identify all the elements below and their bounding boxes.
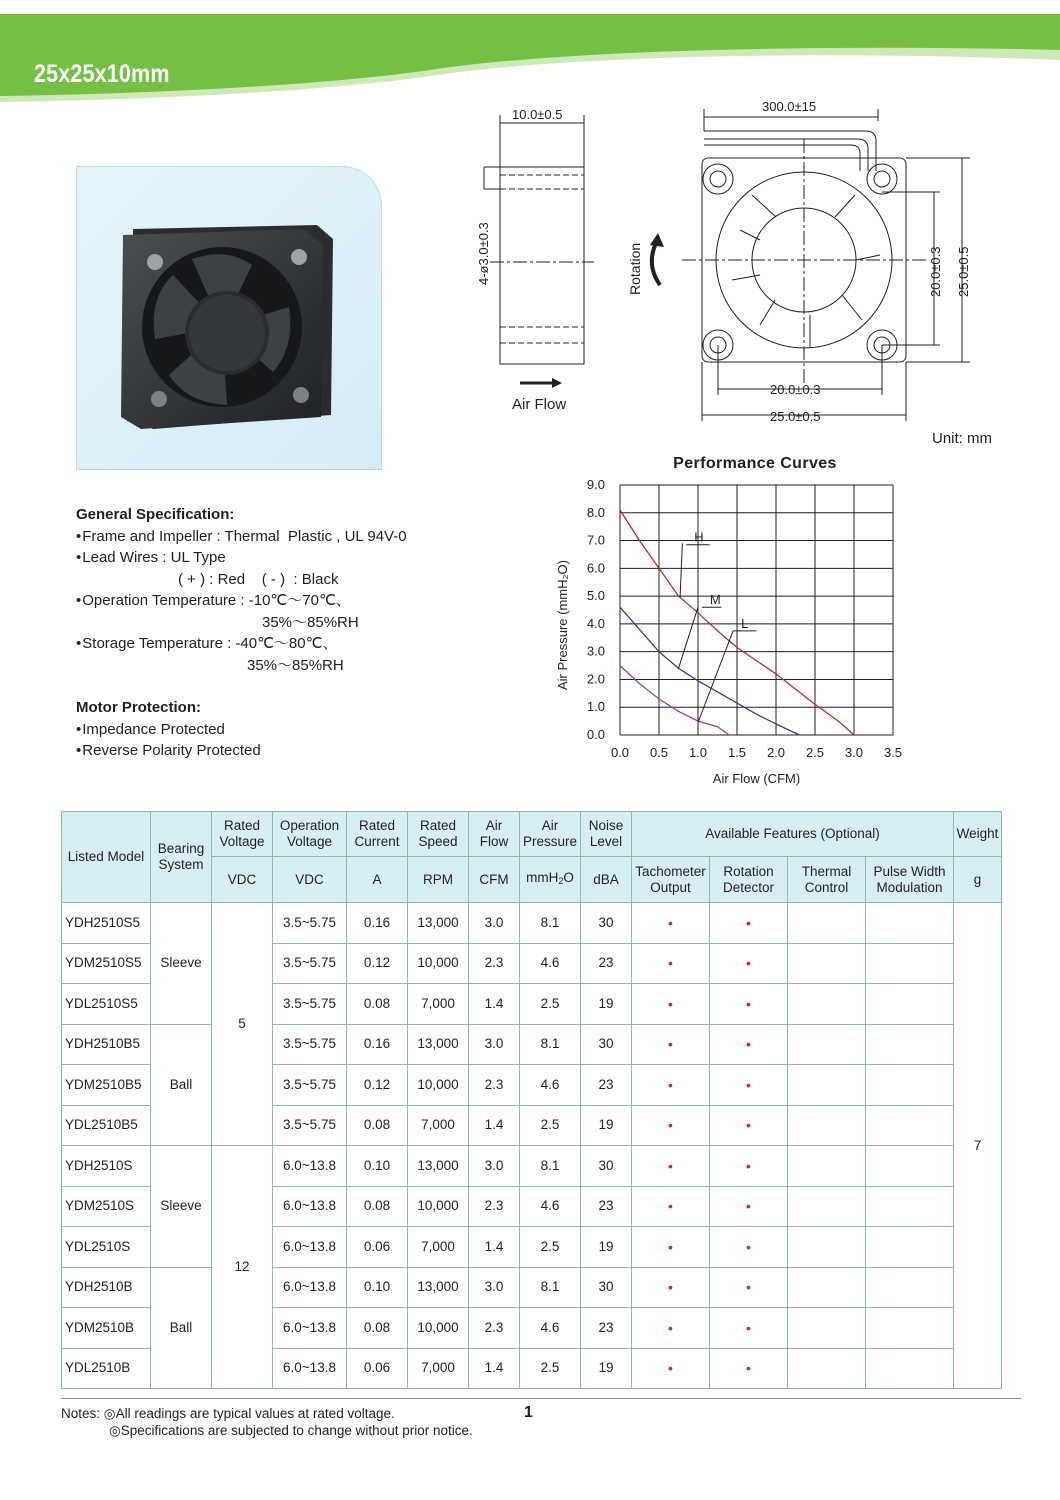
airflow-cell: 3.0 bbox=[469, 1146, 520, 1187]
hole-spacing-vertical: 20.0±0.3 bbox=[928, 246, 943, 297]
operation-voltage-cell: 3.5~5.75 bbox=[273, 1065, 347, 1106]
current-cell: 0.10 bbox=[347, 1146, 408, 1187]
operation-voltage-cell: 3.5~5.75 bbox=[273, 1024, 347, 1065]
motor-heading: Motor Protection: bbox=[76, 699, 201, 716]
bearing-cell: Sleeve bbox=[151, 903, 212, 1025]
thermal-control-cell bbox=[788, 1105, 866, 1146]
thermal-control-cell bbox=[788, 984, 866, 1025]
pwm-cell bbox=[866, 984, 954, 1025]
x-axis-label: Air Flow (CFM) bbox=[712, 771, 801, 786]
thermal-control-cell bbox=[788, 1065, 866, 1106]
pwm-cell bbox=[866, 1024, 954, 1065]
table-row bbox=[62, 1024, 1002, 1065]
x-tick-label: 0.0 bbox=[610, 745, 630, 760]
tachometer-dot: • bbox=[632, 1186, 710, 1227]
speed-cell: 10,000 bbox=[408, 943, 469, 984]
operation-voltage-cell: 6.0~13.8 bbox=[273, 1267, 347, 1308]
speed-cell: 10,000 bbox=[408, 1308, 469, 1349]
rotation-detector-dot: • bbox=[710, 1105, 788, 1146]
motor-protection bbox=[76, 697, 261, 762]
rotation-detector-dot: • bbox=[710, 1065, 788, 1106]
model-cell: YDL2510S5 bbox=[62, 984, 151, 1025]
page-title: 25x25x10mm bbox=[34, 60, 170, 88]
annotation-label: M bbox=[709, 592, 721, 608]
airflow-cell: 3.0 bbox=[469, 1024, 520, 1065]
speed-cell: 7,000 bbox=[408, 1348, 469, 1389]
thermal-control-cell bbox=[788, 1267, 866, 1308]
unit-pressure bbox=[520, 857, 581, 903]
thermal-control-cell bbox=[788, 1024, 866, 1065]
x-tick-label: 3.5 bbox=[883, 745, 903, 760]
rotation-detector-dot: • bbox=[710, 1267, 788, 1308]
notes-label: Notes: bbox=[61, 1406, 101, 1421]
operation-voltage-cell: 6.0~13.8 bbox=[273, 1308, 347, 1349]
pwm-cell bbox=[866, 1308, 954, 1349]
noise-cell: 19 bbox=[581, 1227, 632, 1268]
spec-storage-temperature: • Storage Temperature : -40℃～80℃、 bbox=[76, 633, 407, 655]
x-tick-label: 1.5 bbox=[727, 745, 747, 760]
unit-pressure-sub: 2 bbox=[558, 876, 564, 886]
rotation-label: Rotation bbox=[627, 242, 643, 295]
model-cell: YDM2510S5 bbox=[62, 943, 151, 984]
speed-cell: 10,000 bbox=[408, 1065, 469, 1106]
thermal-control-cell bbox=[788, 1348, 866, 1389]
chart-title: Performance Curves bbox=[673, 455, 837, 472]
header-features: Available Features (Optional) bbox=[632, 812, 954, 857]
unit-weight: g bbox=[954, 857, 1002, 903]
pressure-cell: 4.6 bbox=[520, 943, 581, 984]
pwm-cell bbox=[866, 1348, 954, 1389]
annotation-label: L bbox=[741, 615, 749, 631]
annotation-label: H bbox=[694, 529, 704, 545]
rotation-detector-dot: • bbox=[710, 943, 788, 984]
rated-voltage-cell: 12 bbox=[212, 1146, 273, 1389]
pwm-cell bbox=[866, 943, 954, 984]
pwm-cell bbox=[866, 1065, 954, 1106]
model-cell: YDM2510B bbox=[62, 1308, 151, 1349]
airflow-cell: 3.0 bbox=[469, 1267, 520, 1308]
notes bbox=[61, 1406, 473, 1439]
rotation-detector-dot: • bbox=[710, 1186, 788, 1227]
model-cell: YDM2510S bbox=[62, 1186, 151, 1227]
rotation-detector-dot: • bbox=[710, 1308, 788, 1349]
current-cell: 0.10 bbox=[347, 1267, 408, 1308]
pressure-cell: 8.1 bbox=[520, 1146, 581, 1187]
airflow-cell: 1.4 bbox=[469, 1105, 520, 1146]
footer-divider bbox=[61, 1398, 1021, 1399]
size-horizontal: 25.0±0.5 bbox=[770, 409, 821, 424]
operation-voltage-cell: 3.5~5.75 bbox=[273, 984, 347, 1025]
header-thermal-control: Thermal Control bbox=[788, 857, 866, 903]
header-model: Listed Model bbox=[62, 812, 151, 903]
noise-cell: 19 bbox=[581, 1348, 632, 1389]
airflow-cell: 2.3 bbox=[469, 1065, 520, 1106]
rotation-detector-dot: • bbox=[710, 1146, 788, 1187]
airflow-cell: 2.3 bbox=[469, 1308, 520, 1349]
model-cell: YDH2510S bbox=[62, 1146, 151, 1187]
pressure-cell: 8.1 bbox=[520, 903, 581, 944]
current-cell: 0.08 bbox=[347, 1105, 408, 1146]
operation-voltage-cell: 3.5~5.75 bbox=[273, 1105, 347, 1146]
model-cell: YDH2510B5 bbox=[62, 1024, 151, 1065]
table-row bbox=[62, 1146, 1002, 1187]
spec-storage-humidity: 35%～85%RH bbox=[247, 656, 344, 674]
header-rotation-detector: Rotation Detector bbox=[710, 857, 788, 903]
airflow-label: Air Flow bbox=[512, 396, 567, 413]
airflow-cell: 1.4 bbox=[469, 1348, 520, 1389]
motor-reverse-polarity: • Reverse Polarity Protected bbox=[76, 740, 261, 762]
spec-operation-temperature: • Operation Temperature : -10℃～70℃、 bbox=[76, 590, 407, 612]
spec-heading: General Specification: bbox=[76, 506, 235, 523]
operation-voltage-cell: 3.5~5.75 bbox=[273, 943, 347, 984]
header-noise: Noise Level bbox=[581, 812, 632, 857]
header-tachometer: Tachometer Output bbox=[632, 857, 710, 903]
product-photo bbox=[76, 166, 382, 470]
pressure-cell: 4.6 bbox=[520, 1308, 581, 1349]
y-tick-label: 4.0 bbox=[586, 615, 605, 631]
spec-frame: • Frame and Impeller : Thermal Plastic , UL 94V-0 bbox=[76, 526, 407, 548]
unit-current: A bbox=[347, 857, 408, 903]
weight-cell: 7 bbox=[954, 903, 1002, 1389]
speed-cell: 13,000 bbox=[408, 1146, 469, 1187]
unit-speed: RPM bbox=[408, 857, 469, 903]
unit-pressure-tail: O bbox=[563, 870, 574, 885]
operation-voltage-cell: 6.0~13.8 bbox=[273, 1227, 347, 1268]
pwm-cell bbox=[866, 1186, 954, 1227]
pressure-cell: 2.5 bbox=[520, 1227, 581, 1268]
tachometer-dot: • bbox=[632, 1105, 710, 1146]
noise-cell: 30 bbox=[581, 903, 632, 944]
current-cell: 0.12 bbox=[347, 1065, 408, 1106]
model-cell: YDH2510B bbox=[62, 1267, 151, 1308]
tachometer-dot: • bbox=[632, 1348, 710, 1389]
noise-cell: 19 bbox=[581, 984, 632, 1025]
fan-photo-icon bbox=[77, 167, 382, 470]
speed-cell: 7,000 bbox=[408, 984, 469, 1025]
y-tick-label: 9.0 bbox=[586, 477, 605, 492]
y-tick-label: 7.0 bbox=[586, 532, 605, 548]
x-tick-label: 2.0 bbox=[766, 745, 786, 760]
pwm-cell bbox=[866, 1105, 954, 1146]
current-cell: 0.08 bbox=[347, 984, 408, 1025]
airflow-cell: 1.4 bbox=[469, 1227, 520, 1268]
y-axis-label: Air Pressure (mmH₂O) bbox=[555, 560, 570, 690]
note-1: ◎All readings are typical values at rated voltage. bbox=[103, 1406, 395, 1421]
header-current: Rated Current bbox=[347, 812, 408, 857]
current-cell: 0.08 bbox=[347, 1186, 408, 1227]
noise-cell: 23 bbox=[581, 1186, 632, 1227]
hole-spacing-horizontal: 20.0±0.3 bbox=[770, 382, 821, 397]
thermal-control-cell bbox=[788, 1227, 866, 1268]
tachometer-dot: • bbox=[632, 943, 710, 984]
rotation-detector-dot: • bbox=[710, 903, 788, 944]
y-tick-label: 3.0 bbox=[586, 643, 605, 659]
header-speed: Rated Speed bbox=[408, 812, 469, 857]
bearing-cell: Ball bbox=[151, 1024, 212, 1146]
rotation-detector-dot: • bbox=[710, 1227, 788, 1268]
tachometer-dot: • bbox=[632, 903, 710, 944]
y-tick-label: 0.0 bbox=[586, 727, 605, 742]
model-cell: YDH2510S5 bbox=[62, 903, 151, 944]
annotation-leader bbox=[679, 607, 699, 668]
y-tick-label: 5.0 bbox=[586, 588, 605, 604]
current-cell: 0.16 bbox=[347, 903, 408, 944]
thermal-control-cell bbox=[788, 1186, 866, 1227]
y-tick-label: 1.0 bbox=[586, 699, 605, 715]
rotation-detector-dot: • bbox=[710, 1024, 788, 1065]
tachometer-dot: • bbox=[632, 984, 710, 1025]
rotation-detector-dot: • bbox=[710, 984, 788, 1025]
x-tick-label: 0.5 bbox=[649, 745, 669, 760]
header-operation-voltage: Operation Voltage bbox=[273, 812, 347, 857]
noise-cell: 30 bbox=[581, 1024, 632, 1065]
speed-cell: 7,000 bbox=[408, 1227, 469, 1268]
header-pressure: Air Pressure bbox=[520, 812, 581, 857]
pwm-cell bbox=[866, 1267, 954, 1308]
pressure-cell: 4.6 bbox=[520, 1065, 581, 1106]
speed-cell: 7,000 bbox=[408, 1105, 469, 1146]
y-tick-label: 6.0 bbox=[586, 560, 605, 576]
pressure-cell: 8.1 bbox=[520, 1024, 581, 1065]
current-cell: 0.06 bbox=[347, 1227, 408, 1268]
pressure-cell: 2.5 bbox=[520, 1348, 581, 1389]
thermal-control-cell bbox=[788, 903, 866, 944]
size-vertical: 25.0±0.5 bbox=[956, 246, 971, 297]
operation-voltage-cell: 6.0~13.8 bbox=[273, 1186, 347, 1227]
noise-cell: 30 bbox=[581, 1267, 632, 1308]
noise-cell: 23 bbox=[581, 1065, 632, 1106]
tachometer-dot: • bbox=[632, 1308, 710, 1349]
tachometer-dot: • bbox=[632, 1267, 710, 1308]
page-number: 1 bbox=[524, 1404, 533, 1421]
header-weight: Weight bbox=[954, 812, 1002, 857]
thermal-control-cell bbox=[788, 1308, 866, 1349]
unit-operation-voltage: VDC bbox=[273, 857, 347, 903]
header-pwm: Pulse Width Modulation bbox=[866, 857, 954, 903]
current-cell: 0.08 bbox=[347, 1308, 408, 1349]
spec-wire-colors: ( + ) : Red ( - ) : Black bbox=[178, 570, 339, 588]
speed-cell: 13,000 bbox=[408, 903, 469, 944]
header-voltage: Rated Voltage bbox=[212, 812, 273, 857]
general-specification bbox=[76, 504, 407, 676]
operation-voltage-cell: 3.5~5.75 bbox=[273, 903, 347, 944]
airflow-cell: 3.0 bbox=[469, 903, 520, 944]
pwm-cell bbox=[866, 1227, 954, 1268]
airflow-cell: 1.4 bbox=[469, 984, 520, 1025]
annotation-leader bbox=[698, 631, 733, 723]
performance-chart bbox=[545, 470, 915, 795]
noise-cell: 23 bbox=[581, 943, 632, 984]
dimension-drawing bbox=[470, 95, 1030, 455]
header-bearing: Bearing System bbox=[151, 812, 212, 903]
bearing-cell: Sleeve bbox=[151, 1146, 212, 1268]
speed-cell: 13,000 bbox=[408, 1267, 469, 1308]
unit-airflow: CFM bbox=[469, 857, 520, 903]
pressure-cell: 2.5 bbox=[520, 984, 581, 1025]
note-2: ◎Specifications are subjected to change without prior notice. bbox=[109, 1422, 473, 1438]
hole-dimension: 4-ø3.0±0.3 bbox=[476, 222, 491, 285]
model-cell: YDL2510B5 bbox=[62, 1105, 151, 1146]
current-cell: 0.16 bbox=[347, 1024, 408, 1065]
pwm-cell bbox=[866, 903, 954, 944]
y-tick-label: 2.0 bbox=[586, 671, 605, 687]
unit-noise: dBA bbox=[581, 857, 632, 903]
model-cell: YDM2510B5 bbox=[62, 1065, 151, 1106]
current-cell: 0.12 bbox=[347, 943, 408, 984]
unit-pressure-main: mmH bbox=[526, 870, 559, 885]
airflow-cell: 2.3 bbox=[469, 943, 520, 984]
annotation-leader bbox=[680, 543, 682, 597]
depth-dimension: 10.0±0.5 bbox=[512, 107, 563, 122]
speed-cell: 10,000 bbox=[408, 1186, 469, 1227]
operation-voltage-cell: 6.0~13.8 bbox=[273, 1146, 347, 1187]
thermal-control-cell bbox=[788, 943, 866, 984]
spec-lead-wires: • Lead Wires : UL Type bbox=[76, 547, 407, 569]
tachometer-dot: • bbox=[632, 1024, 710, 1065]
cable-dimension: 300.0±15 bbox=[762, 99, 817, 114]
pressure-cell: 2.5 bbox=[520, 1105, 581, 1146]
motor-impedance: • Impedance Protected bbox=[76, 719, 261, 741]
tachometer-dot: • bbox=[632, 1227, 710, 1268]
spec-operation-humidity: 35%～85%RH bbox=[262, 613, 359, 631]
noise-cell: 23 bbox=[581, 1308, 632, 1349]
table-row bbox=[62, 1267, 1002, 1308]
bearing-cell: Ball bbox=[151, 1267, 212, 1389]
x-tick-label: 1.0 bbox=[688, 745, 708, 760]
current-cell: 0.06 bbox=[347, 1348, 408, 1389]
pressure-cell: 8.1 bbox=[520, 1267, 581, 1308]
model-table bbox=[61, 811, 1002, 1389]
noise-cell: 30 bbox=[581, 1146, 632, 1187]
y-tick-label: 8.0 bbox=[586, 504, 605, 520]
airflow-cell: 2.3 bbox=[469, 1186, 520, 1227]
unit-label: Unit: mm bbox=[932, 430, 992, 447]
x-tick-label: 3.0 bbox=[844, 745, 864, 760]
pressure-cell: 4.6 bbox=[520, 1186, 581, 1227]
thermal-control-cell bbox=[788, 1146, 866, 1187]
model-cell: YDL2510S bbox=[62, 1227, 151, 1268]
tachometer-dot: • bbox=[632, 1146, 710, 1187]
unit-voltage: VDC bbox=[212, 857, 273, 903]
pwm-cell bbox=[866, 1146, 954, 1187]
table-row bbox=[62, 903, 1002, 944]
x-tick-label: 2.5 bbox=[805, 745, 825, 760]
noise-cell: 19 bbox=[581, 1105, 632, 1146]
tachometer-dot: • bbox=[632, 1065, 710, 1106]
header-airflow: Air Flow bbox=[469, 812, 520, 857]
rated-voltage-cell: 5 bbox=[212, 903, 273, 1146]
rotation-detector-dot: • bbox=[710, 1348, 788, 1389]
series-line-L bbox=[620, 666, 729, 735]
speed-cell: 13,000 bbox=[408, 1024, 469, 1065]
operation-voltage-cell: 6.0~13.8 bbox=[273, 1348, 347, 1389]
model-cell: YDL2510B bbox=[62, 1348, 151, 1389]
